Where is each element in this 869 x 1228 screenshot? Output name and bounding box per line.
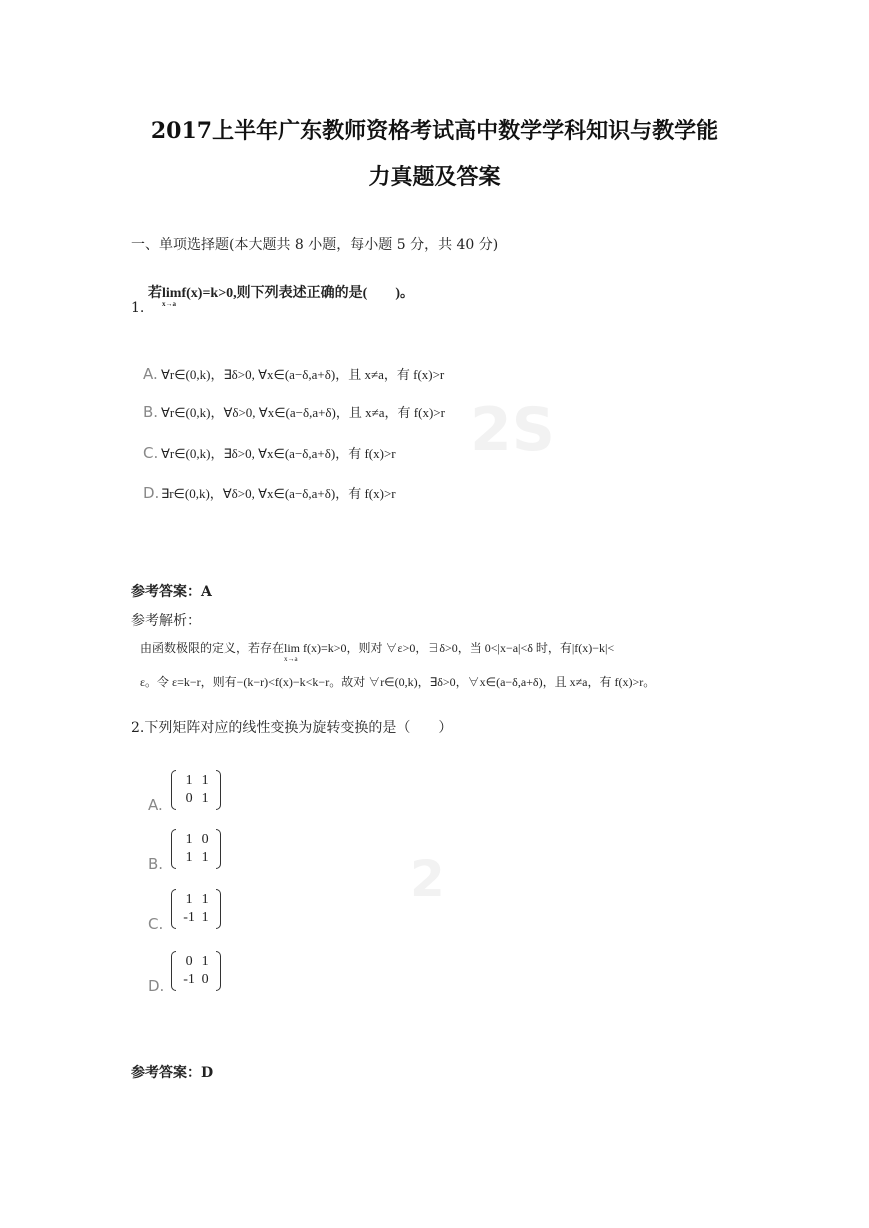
right-paren — [216, 951, 221, 991]
section-heading: 一、单项选择题(本大题共 8 小题，每小题 5 分，共 40 分) — [131, 237, 499, 253]
q1-analysis-line2: ε。令 ε=k−r，则有−(k−r)<f(x)−k<k−r。故对 ∀r∈(0,k)，∃δ>0，∀x∈(a−δ,a+δ)，且 x≠a，有 f(x)>r。 — [140, 675, 656, 689]
q1-option-a-letter: A. — [143, 365, 158, 383]
matrix-cell: 1 — [201, 773, 209, 788]
left-paren — [171, 829, 176, 869]
q1-option-d — [143, 483, 396, 502]
q1-stem — [148, 282, 415, 308]
q1-answer-label: 参考答案： — [131, 584, 201, 600]
matrix-cell: 0 — [185, 791, 193, 806]
q1-option-b — [143, 402, 445, 421]
q1-number: 1. — [131, 300, 145, 316]
q2-option-b — [148, 829, 221, 873]
q2-option-b-letter: B. — [148, 855, 164, 873]
q1-option-a — [143, 364, 444, 383]
q2-answer — [131, 1062, 213, 1082]
q2-option-a-letter: A. — [148, 796, 163, 814]
matrix-cell: 0 — [201, 832, 209, 847]
q1-analysis-limit — [284, 641, 301, 663]
q2-option-d-matrix — [171, 951, 221, 991]
matrix-cell: 1 — [201, 954, 209, 969]
left-paren — [171, 889, 176, 929]
q1-analysis-line1-prefix: 由函数极限的定义，若存在 — [140, 641, 285, 655]
q1-option-b-text: ∀r∈(0,k)，∀δ>0, ∀x∈(a−δ,a+δ)，且 x≠a，有 f(x)>r — [161, 405, 445, 420]
q2-option-d-letter: D. — [148, 977, 165, 995]
q2-option-b-matrix — [171, 829, 221, 869]
q1-stem-prefix: 若 — [148, 286, 162, 301]
q1-analysis-line1-rest: f(x)=k>0，则对 ∀ε>0，∃δ>0，当 0<|x−a|<δ 时，有|f(x)−k|< — [303, 641, 615, 655]
watermark-graphic: 2S — [470, 395, 555, 465]
document-title-line2: 力真题及答案 — [368, 164, 501, 190]
q2-stem: 2.下列矩阵对应的线性变换为旋转变换的是（ ） — [131, 720, 453, 736]
left-paren — [171, 951, 176, 991]
left-paren — [171, 770, 176, 810]
matrix-cell: -1 — [183, 972, 195, 987]
q1-stem-limit — [162, 286, 182, 308]
q2-option-a-matrix — [171, 770, 221, 810]
matrix-cell: 1 — [185, 832, 193, 847]
q2-option-c-letter: C. — [148, 915, 164, 933]
matrix-cell: 1 — [185, 850, 193, 865]
q2-option-d — [148, 951, 221, 995]
q1-option-b-letter: B. — [143, 403, 159, 421]
right-paren — [216, 770, 221, 810]
q2-option-c — [148, 889, 221, 933]
q1-analysis-lim-text: lim — [284, 641, 301, 655]
matrix-cell: 1 — [201, 850, 209, 865]
q1-answer-value: A — [201, 584, 212, 600]
q1-analysis-line1 — [140, 639, 615, 663]
matrix-cell: 1 — [185, 773, 193, 788]
q1-analysis-label: 参考解析： — [131, 613, 201, 629]
watermark-graphic: 2 — [410, 850, 445, 908]
matrix-cell: 0 — [201, 972, 209, 987]
q2-answer-label: 参考答案： — [131, 1065, 201, 1081]
matrix-cell: 0 — [185, 954, 193, 969]
matrix-cell: 1 — [201, 791, 209, 806]
q1-option-c — [143, 443, 396, 462]
q1-option-c-text: ∀r∈(0,k)，∃δ>0, ∀x∈(a−δ,a+δ)，有 f(x)>r — [161, 446, 396, 461]
right-paren — [216, 829, 221, 869]
matrix-cell: 1 — [201, 910, 209, 925]
q1-stem-rest: f(x)=k>0,则下列表述正确的是( )。 — [181, 286, 415, 301]
q2-answer-value: D — [201, 1065, 214, 1081]
q1-option-d-letter: D. — [143, 484, 160, 502]
q1-stem-lim-text: lim — [162, 286, 182, 301]
q1-option-c-letter: C. — [143, 444, 159, 462]
q2-option-a — [148, 770, 221, 814]
q1-answer — [131, 581, 212, 601]
document-title-line1: 2017上半年广东教师资格考试高中数学学科知识与教学能 — [150, 118, 719, 144]
right-paren — [216, 889, 221, 929]
q1-option-d-text: ∃r∈(0,k)，∀δ>0, ∀x∈(a−δ,a+δ)，有 f(x)>r — [161, 486, 396, 501]
q1-option-a-text: ∀r∈(0,k)，∃δ>0, ∀x∈(a−δ,a+δ)，且 x≠a，有 f(x)>r — [161, 367, 445, 382]
matrix-cell: -1 — [183, 910, 195, 925]
q1-analysis-lim-sub: x→a — [284, 655, 298, 663]
matrix-cell: 1 — [185, 892, 193, 907]
q1-stem-lim-sub: x→a — [162, 300, 176, 308]
matrix-cell: 1 — [201, 892, 209, 907]
q2-option-c-matrix — [171, 889, 221, 929]
